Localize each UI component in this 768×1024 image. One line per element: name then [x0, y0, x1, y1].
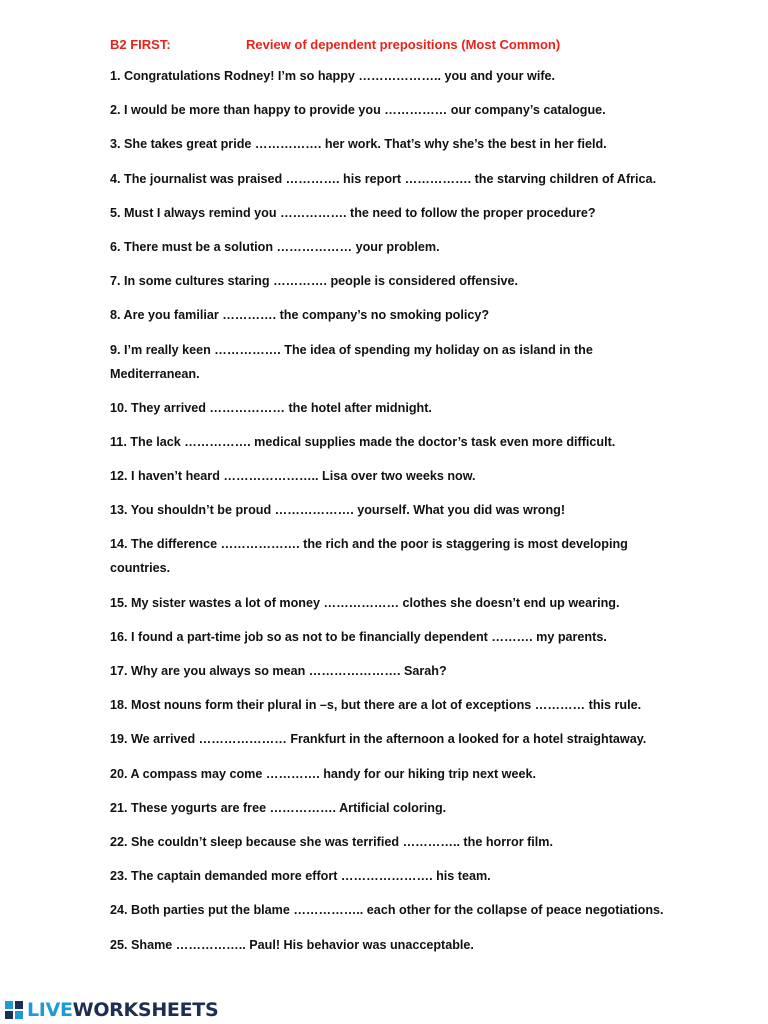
question-item: 8. Are you familiar …………. the company’s no smoking policy?: [110, 308, 490, 323]
exam-label: B2 FIRST:: [110, 37, 171, 52]
liveworksheets-logo-icon: [4, 1000, 24, 1020]
question-item: 23. The captain demanded more effort …………………. his team.: [110, 869, 491, 884]
question-item: 13. You shouldn’t be proud ………………. yourself. What you did was wrong!: [110, 503, 566, 518]
worksheet-title: Review of dependent prepositions (Most Common): [246, 37, 561, 52]
question-item: 10. They arrived ……………… the hotel after midnight.: [110, 400, 432, 415]
question-list: [110, 64, 670, 967]
question-item: 19. We arrived ………………… Frankfurt in the afternoon a looked for a hotel straightaway.: [110, 732, 647, 747]
question-item: 15. My sister wastes a lot of money ……………… clothes she doesn’t end up wearing.: [110, 595, 620, 610]
question-item: 3. She takes great pride ……………. her work. That’s why she’s the best in her field.: [110, 137, 607, 152]
question-item: 21. These yogurts are free ……………. Artificial coloring.: [110, 800, 447, 815]
question-item: 7. In some cultures staring …………. people is considered offensive.: [110, 274, 518, 289]
question-item: 9. I’m really keen ……………. The idea of spending my holiday on as island in the Mediterranean.: [110, 342, 593, 381]
question-item: 20. A compass may come …………. handy for our hiking trip next week.: [110, 766, 536, 781]
question-item: 16. I found a part-time job so as not to be financially dependent ………. my parents.: [110, 629, 607, 644]
question-item: 1. Congratulations Rodney! I’m so happy ……………….. you and your wife.: [110, 69, 556, 83]
liveworksheets-logo: [4, 997, 218, 1023]
question-item: 24. Both parties put the blame …………….. each other for the collapse of peace negotiations.: [110, 903, 664, 918]
footer: [0, 996, 768, 1024]
question-item: 11. The lack ……………. medical supplies made the doctor’s task even more difficult.: [110, 434, 616, 449]
worksheet-header: [110, 37, 560, 52]
question-item: 12. I haven’t heard ………………….. Lisa over two weeks now.: [110, 469, 476, 484]
question-item: 18. Most nouns form their plural in –s, but there are a lot of exceptions ………… this rule.: [110, 698, 642, 713]
question-item: 25. Shame …………….. Paul! His behavior was unacceptable.: [110, 937, 474, 952]
question-item: 5. Must I always remind you ……………. the need to follow the proper procedure?: [110, 205, 596, 220]
question-item: 14. The difference ………………. the rich and the poor is staggering is most developing countries.: [110, 537, 628, 576]
question-item: 2. I would be more than happy to provide you …………… our company’s catalogue.: [110, 103, 606, 118]
question-item: 22. She couldn’t sleep because she was terrified ………….. the horror film.: [110, 834, 553, 849]
question-item: 4. The journalist was praised …………. his report ……………. the starving children of Africa.: [110, 171, 657, 186]
logo-wordmark: LIVEWORKSHEETS: [27, 999, 219, 1021]
question-item: 6. There must be a solution ……………… your problem.: [110, 239, 440, 254]
question-item: 17. Why are you always so mean …………………. Sarah?: [110, 664, 447, 678]
